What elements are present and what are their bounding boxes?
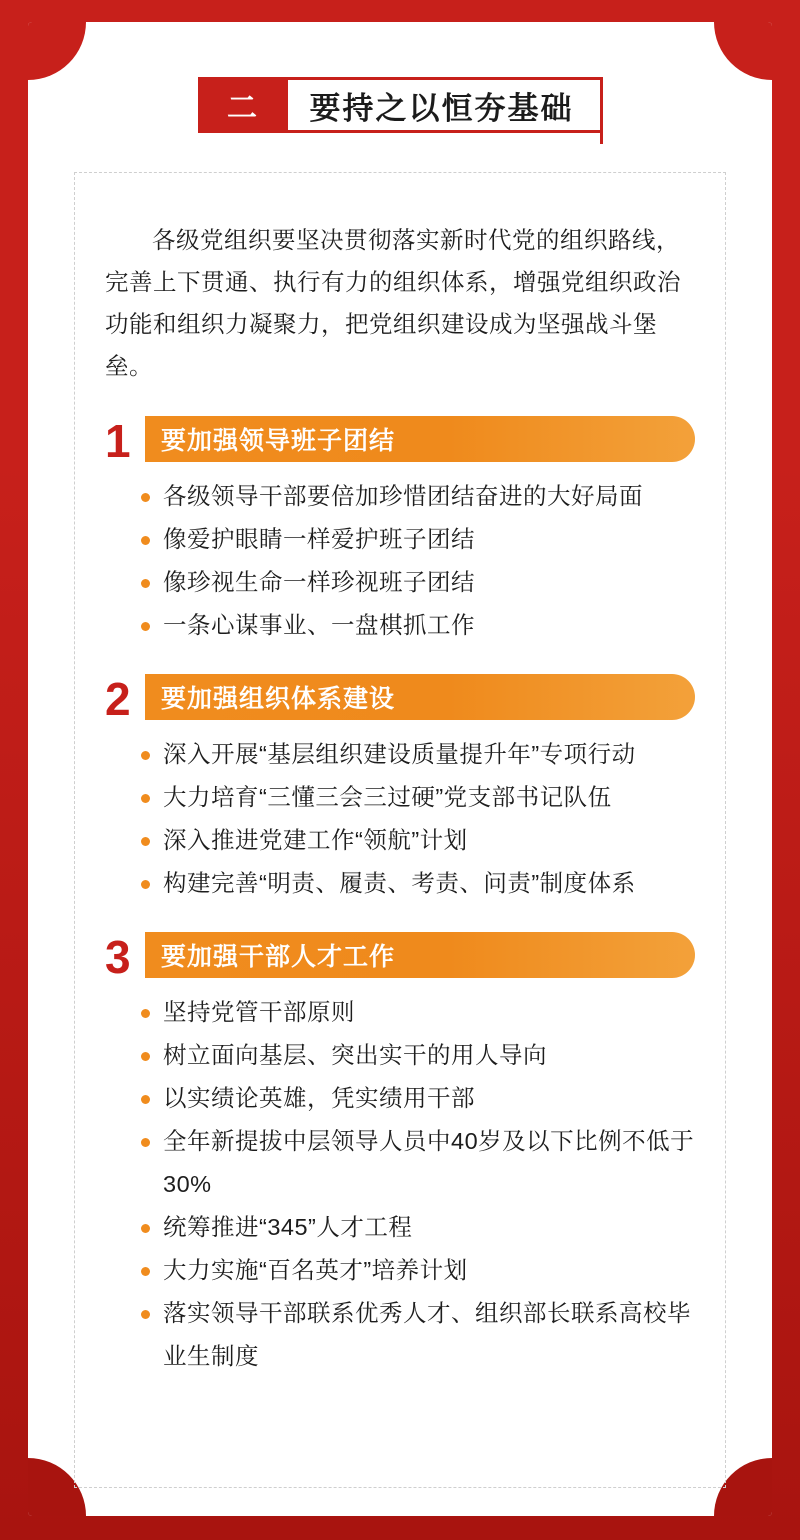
content-card [28,22,772,1516]
section-1-list [105,475,695,647]
section-2-number: 2 [105,673,131,725]
intro-paragraph: 各级党组织要坚决贯彻落实新时代党的组织路线，完善上下贯通、执行有力的组织体系，增强党组织政治功能和组织力凝聚力，把党组织建设成为坚强战斗堡垒。 [105,227,681,379]
list-item: 各级领导干部要倍加珍惜团结奋进的大好局面 [137,475,695,518]
header-tick-mark [600,128,603,144]
list-item: 深入开展“基层组织建设质量提升年”专项行动 [137,733,695,776]
section-1-title: 要加强领导班子团结 [161,427,396,455]
list-item: 坚持党管干部原则 [137,991,695,1034]
section-3-number: 3 [105,931,131,983]
header-number: 二 [198,77,288,133]
section-3-pill [145,932,695,978]
header-banner [28,70,772,140]
list-item: 树立面向基层、突出实干的用人导向 [137,1034,695,1077]
section-1-pill [145,416,695,462]
list-item: 统筹推进“345”人才工程 [137,1206,695,1249]
section-3-title: 要加强干部人才工作 [161,943,396,971]
list-item: 以实绩论英雄，凭实绩用干部 [137,1077,695,1120]
section-2-list [105,733,695,905]
section-2-pill [145,674,695,720]
section-2-title: 要加强组织体系建设 [161,685,396,713]
section-1-heading [105,413,695,465]
list-item: 构建完善“明责、履责、考责、问责”制度体系 [137,862,695,905]
list-item: 大力培育“三懂三会三过硬”党支部书记队伍 [137,776,695,819]
section-2-heading [105,671,695,723]
section-3-heading [105,929,695,981]
section-3 [105,929,695,1378]
section-1-number: 1 [105,415,131,467]
content-frame [74,172,726,1488]
section-1 [105,413,695,647]
list-item: 一条心谋事业、一盘棋抓工作 [137,604,695,647]
list-item: 大力实施“百名英才”培养计划 [137,1249,695,1292]
list-item: 深入推进党建工作“领航”计划 [137,819,695,862]
header-title-box [288,77,603,133]
list-item: 落实领导干部联系优秀人才、组织部长联系高校毕业生制度 [137,1292,695,1378]
list-item: 全年新提拔中层领导人员中40岁及以下比例不低于30% [137,1120,695,1206]
section-3-list [105,991,695,1378]
header-wrap [198,77,603,133]
list-item: 像珍视生命一样珍视班子团结 [137,561,695,604]
section-2 [105,671,695,905]
page-title: 要持之以恒夯基础 [309,90,574,126]
list-item: 像爱护眼睛一样爱护班子团结 [137,518,695,561]
